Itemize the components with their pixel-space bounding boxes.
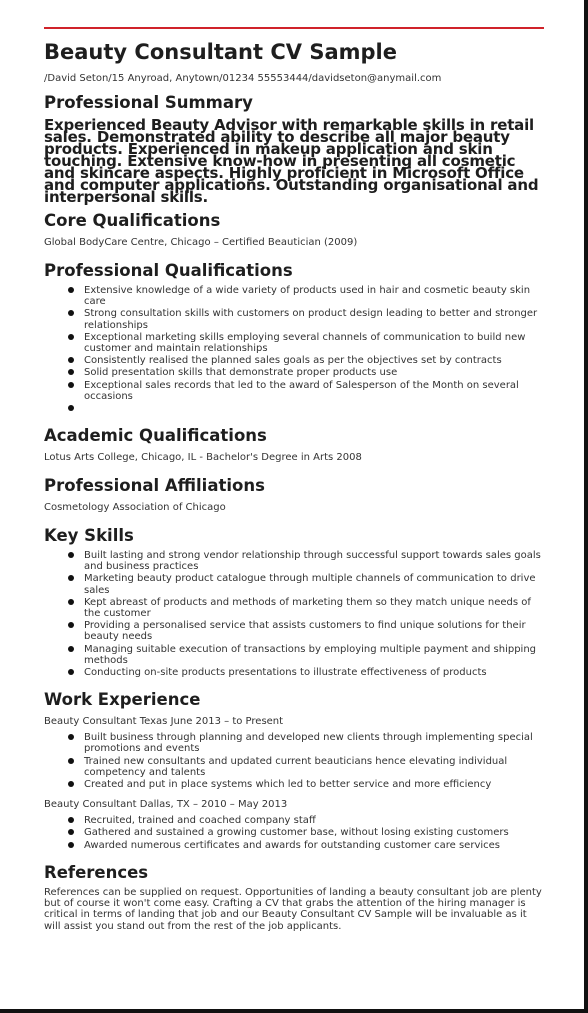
job-title: Beauty Consultant Texas June 2013 – to Present: [44, 716, 284, 728]
section-professional-qualifications: [44, 261, 544, 414]
professional-list: [44, 285, 544, 414]
section-affiliations: [44, 476, 544, 514]
section-summary: [44, 93, 544, 206]
summary-text: Experienced Beauty Advisor with remarkable skills in retail sales. Demonstrated ability to describe all major beauty products. Experienced in makeup application and skin touching. Extensive know-how in presenting all cosmetic and skincare aspects. Highly proficient in Microsoft Office and computer applications. Outstanding organisational and interpersonal skills.: [44, 116, 539, 206]
list-item: Built lasting and strong vendor relationship through successful support towards sales goals and business practices: [84, 550, 544, 572]
bullet-icon: [68, 781, 74, 787]
list-item: Managing suitable execution of transactions by employing multiple payment and shipping methods: [84, 644, 544, 666]
section-references: [44, 863, 544, 932]
bullet-icon: [68, 758, 74, 764]
list-item: Awarded numerous certificates and awards for outstanding customer care services: [84, 840, 544, 851]
bullet-icon: [68, 669, 74, 675]
references-heading: References: [44, 862, 149, 882]
work-heading: Work Experience: [44, 690, 201, 710]
bullet-icon: [68, 817, 74, 823]
list-item: Recruited, trained and coached company staff: [84, 815, 544, 826]
section-key-skills: [44, 526, 544, 678]
top-accent-rule: [44, 27, 544, 29]
bullet-icon: [68, 357, 74, 363]
list-item: Gathered and sustained a growing customer base, without losing existing customers: [84, 827, 544, 838]
job-duties-list: [44, 815, 544, 851]
skills-list: [44, 550, 544, 678]
list-item: Solid presentation skills that demonstrate proper products use: [84, 367, 544, 378]
list-item: Extensive knowledge of a wide variety of products used in hair and cosmetic beauty skin care: [84, 285, 544, 307]
references-text: References can be supplied on request. Opportunities of landing a beauty consultant job are plenty but of course it won't come easy. Crafting a CV that grabs the attention of the hiring manager is critical in terms of landing that job and our Beauty Consultant CV Sample will be invaluable as it will assist you stand out from the rest of the job applicants.: [44, 886, 542, 932]
contact-line: /David Seton/15 Anyroad, Anytown/01234 55553444/davidseton@anymail.com: [44, 73, 442, 84]
bullet-icon: [68, 842, 74, 848]
academic-text: Lotus Arts College, Chicago, IL - Bachelor's Degree in Arts 2008: [44, 452, 362, 464]
bullet-icon: [68, 622, 74, 628]
list-item: Trained new consultants and updated current beauticians hence elevating individual competency and talents: [84, 756, 544, 778]
job-duties-list: [44, 732, 544, 790]
list-item: Created and put in place systems which led to better service and more efficiency: [84, 779, 544, 790]
academic-heading: Academic Qualifications: [44, 426, 267, 446]
list-item: Providing a personalised service that assists customers to find unique solutions for their beauty needs: [84, 620, 544, 642]
list-item: Marketing beauty product catalogue through multiple channels of communication to drive sales: [84, 573, 544, 595]
bullet-icon: [68, 369, 74, 375]
bullet-icon: [68, 646, 74, 652]
bullet-icon: [68, 405, 74, 411]
cv-title: Beauty Consultant CV Sample: [44, 40, 397, 64]
bullet-icon: [68, 599, 74, 605]
bullet-icon: [68, 310, 74, 316]
list-item: [84, 403, 544, 414]
section-core-qualifications: [44, 211, 544, 249]
affiliations-text: Cosmetology Association of Chicago: [44, 502, 226, 514]
list-item: Exceptional sales records that led to the award of Salesperson of the Month on several occasions: [84, 380, 544, 402]
list-item: Strong consultation skills with customers on product design leading to better and stronger relationships: [84, 308, 544, 330]
bullet-icon: [68, 829, 74, 835]
list-item: Consistently realised the planned sales goals as per the objectives set by contracts: [84, 355, 544, 366]
list-item: Exceptional marketing skills employing several channels of communication to build new customer and maintain relationships: [84, 332, 544, 354]
bullet-icon: [68, 552, 74, 558]
summary-heading: Professional Summary: [44, 93, 253, 112]
section-academic: [44, 426, 544, 464]
professional-heading: Professional Qualifications: [44, 261, 293, 280]
bullet-icon: [68, 382, 74, 388]
core-text: Global BodyCare Centre, Chicago – Certified Beautician (2009): [44, 237, 358, 248]
core-heading: Core Qualifications: [44, 211, 221, 230]
list-item: Kept abreast of products and methods of marketing them so they match unique needs of the customer: [84, 597, 544, 619]
list-item: Built business through planning and developed new clients through implementing special promotions and events: [84, 732, 544, 754]
cv-document: [44, 38, 544, 932]
list-item: Conducting on-site products presentations to illustrate effectiveness of products: [84, 667, 544, 678]
job-title: Beauty Consultant Dallas, TX – 2010 – May 2013: [44, 799, 288, 811]
bullet-icon: [68, 334, 74, 340]
section-work-experience: [44, 690, 544, 851]
bullet-icon: [68, 287, 74, 293]
bullet-icon: [68, 734, 74, 740]
skills-heading: Key Skills: [44, 526, 134, 546]
affiliations-heading: Professional Affiliations: [44, 476, 265, 496]
bullet-icon: [68, 575, 74, 581]
